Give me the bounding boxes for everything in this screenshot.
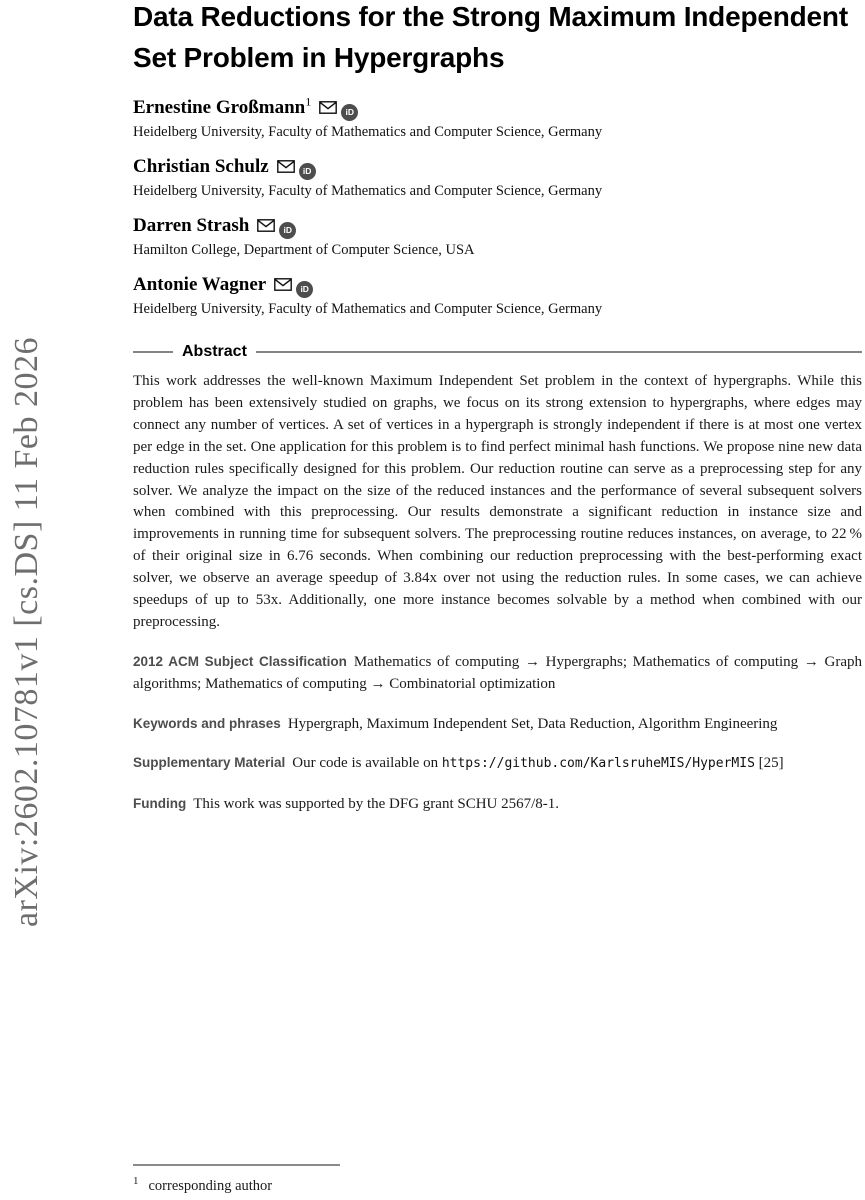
author-affiliation: Hamilton College, Department of Computer Science, USA [133,242,475,258]
author-name: Darren Strash [133,215,250,236]
author-block [133,95,862,142]
keywords-label: Keywords and phrases [133,715,281,731]
footnote-rule [133,1164,340,1166]
email-icon[interactable] [277,155,295,180]
author-name: Ernestine Großmann [133,97,306,118]
keywords-section [133,713,862,736]
author-name: Antonie Wagner [133,274,267,295]
author-affiliation: Heidelberg University, Faculty of Mathematics and Computer Science, Germany [133,301,603,317]
keywords-text: Hypergraph, Maximum Independent Set, Data Reduction, Algorithm Engineering [287,715,778,732]
acm-classification-section [133,651,862,696]
orcid-icon[interactable]: iD [279,222,296,239]
page-title: Data Reductions for the Strong Maximum Independent Set Problem in Hypergraphs [133,1,848,73]
abstract-text: This work addresses the well-known Maximum Independent Set problem in the context of hypergraphs. While this problem has been extensively studied on graphs, we focus on its strong extension to hypergraphs, where edges may connect any number of vertices. A set of vertices in a hypergraph is strongly independent if there is at most one vertex per edge in the set. One application for this problem is to find perfect minimal hash functions. We propose nine new data reduction rules specifically designed for this problem. Our reduction routine can serve as a preprocessing step for any solver. We analyze the impact on the size of the reduced instances and the performance of several subsequent solvers when combined with this preprocessing. Our results demonstrate a significant reduction in instance size and improvements in running time for subsequent solvers. The preprocessing routine reduces instances, on average, to 22 % of their original size in 6.76 seconds. When combining our reduction preprocessing with the best-performing exact solver, we observe an average speedup of 3.84x over not using the reduction rules. In some cases, we can achieve speedups of up to 53x. Additionally, one more instance becomes solvable by a method when combined with our preprocessing. [133,373,862,630]
footnote [133,1164,862,1195]
abstract-label: Abstract [182,343,247,360]
supplementary-text: Our code is available on [292,755,442,772]
email-icon[interactable] [274,273,292,298]
funding-text: This work was supported by the DFG grant SCHU 2567/8-1. [193,795,560,812]
funding-label: Funding [133,795,187,811]
email-icon[interactable] [319,96,337,121]
abstract-rule-left [133,351,173,353]
supplementary-label: Supplementary Material [133,755,286,771]
author-block [133,154,862,201]
author-block [133,272,862,319]
footnote-marker: 1 [133,1175,139,1187]
author-footnote-marker: 1 [305,94,312,109]
acm-classification-label: 2012 ACM Subject Classification [133,653,347,669]
paper-content [133,0,862,815]
footnote-text: corresponding author [148,1177,273,1194]
orcid-icon[interactable]: iD [299,163,316,180]
abstract-heading [133,343,862,361]
author-block [133,213,862,260]
orcid-icon[interactable]: iD [296,281,313,298]
supplementary-section [133,752,862,776]
supplementary-citation: [25] [754,755,784,772]
author-name: Christian Schulz [133,156,269,177]
orcid-icon[interactable]: iD [341,104,358,121]
email-icon[interactable] [257,214,275,239]
abstract-rule-right [256,351,862,353]
acm-classification-text: Mathematics of computing → Hypergraphs; Mathematics of computing → Graph algorithms; Mathematics of computing → Combinatorial optimization [133,653,862,693]
author-affiliation: Heidelberg University, Faculty of Mathematics and Computer Science, Germany [133,183,603,199]
repository-link[interactable]: https://github.com/KarlsruheMIS/HyperMIS [441,756,755,772]
arxiv-watermark: arXiv:2602.10781v1 [cs.DS] 11 Feb 2026 [8,336,45,928]
funding-section [133,793,862,816]
author-affiliation: Heidelberg University, Faculty of Mathematics and Computer Science, Germany [133,124,603,140]
